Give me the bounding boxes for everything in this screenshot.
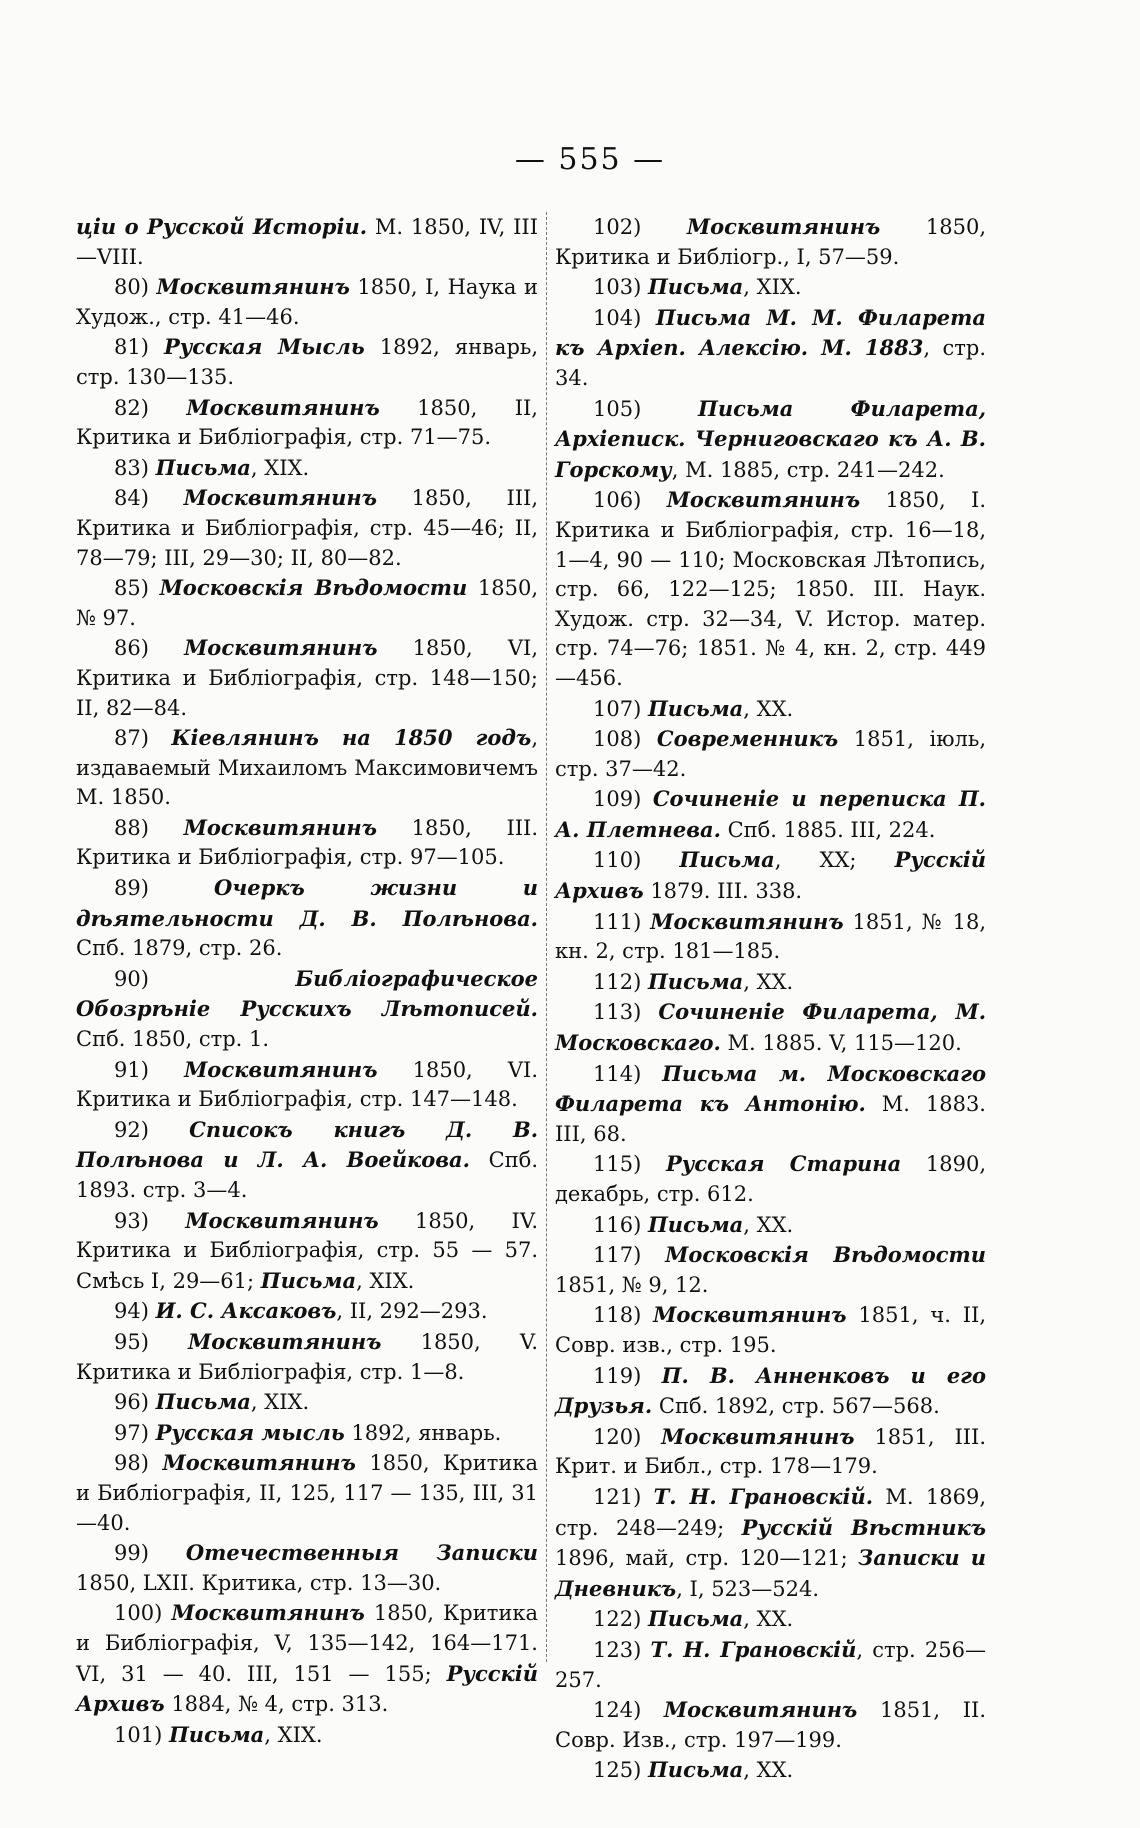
footnote-text: , XIX. <box>743 275 802 300</box>
footnote-text: , XX. <box>743 696 794 721</box>
footnote-text: 98) <box>114 1451 163 1476</box>
footnote-entry <box>76 212 538 272</box>
footnote-text: , XX. <box>743 1607 794 1632</box>
footnote-entry <box>76 393 538 453</box>
footnote-title: Списокъ книгъ Д. В. Полѣнова и Л. А. Воейкова. <box>76 1116 539 1173</box>
footnote-entry <box>555 1635 986 1695</box>
footnote-title: Москвитянинъ <box>650 908 844 934</box>
footnote-text: 1850, III. Критика и Библіографія, стр. 97—105. <box>76 815 539 870</box>
footnote-text: 80) <box>114 275 157 300</box>
footnote-text: 1851, II. Совр. Изв., стр. 197—199. <box>555 1698 986 1752</box>
footnote-entry <box>76 1448 538 1538</box>
footnote-title: Т. Н. Грановскій <box>650 1636 857 1662</box>
footnote-entry <box>76 453 538 484</box>
footnote-title: Письма <box>647 695 744 721</box>
footnote-title: Письма Филарета, Архіеписк. Черниговскаго къ А. В. Горскому <box>555 395 986 482</box>
footnote-entry <box>76 1418 538 1449</box>
footnote-text: 120) <box>593 1424 662 1449</box>
footnote-title: Московскія Вѣдомости <box>159 575 468 601</box>
footnote-entry <box>555 1059 986 1150</box>
footnote-title: Русская Мысль <box>163 334 365 360</box>
footnote-text: , стр. 34. <box>555 336 986 390</box>
footnote-text: 109) <box>593 787 653 812</box>
footnote-text: 82) <box>114 395 187 420</box>
footnote-title: Письма м. Московскаго Филарета къ Антонію. <box>555 1060 986 1117</box>
footnote-text: 1896, май, стр. 120—121; <box>555 1546 859 1571</box>
footnote-text: 125) <box>593 1758 648 1783</box>
footnote-text: 86) <box>114 636 185 661</box>
footnote-title: Москвитянинъ <box>661 1423 855 1449</box>
footnote-entry <box>76 1296 538 1327</box>
footnote-text: 97) <box>114 1420 156 1445</box>
column-divider <box>546 212 547 1662</box>
footnote-text: 1850, II, Критика и Библіографія, стр. 71—75. <box>76 395 538 450</box>
footnote-text: , XX; <box>774 848 895 873</box>
footnote-text: , XX. <box>743 1758 794 1783</box>
footnote-title: Письма <box>155 454 251 480</box>
footnote-text: 110) <box>593 848 680 873</box>
footnote-text: 87) <box>114 726 172 751</box>
footnote-text: 108) <box>593 727 657 752</box>
footnote-title: И. С. Аксаковъ <box>155 1298 337 1324</box>
footnote-entry <box>76 873 538 964</box>
footnote-title: Москвитянинъ <box>663 1697 858 1723</box>
footnote-text: 95) <box>114 1329 189 1354</box>
footnote-title: Письма <box>647 274 744 300</box>
footnote-text: , стр. 256—257. <box>555 1637 986 1692</box>
footnote-text: , XIX. <box>356 1268 415 1293</box>
footnote-text: , XIX. <box>250 455 310 480</box>
footnote-entry <box>76 1598 538 1719</box>
footnote-title: Русскій Архивъ <box>76 1660 538 1717</box>
footnote-text: 123) <box>593 1637 651 1662</box>
footnote-text: Спб. 1879, стр. 26. <box>76 936 283 961</box>
footnote-text: 94) <box>114 1299 156 1324</box>
footnote-title: Письма <box>155 1389 251 1415</box>
footnote-text: 1850, VI. Критика и Библіографія, стр. 147—148. <box>76 1057 539 1112</box>
footnote-entry <box>555 1604 986 1635</box>
footnote-title: Письма <box>679 847 775 873</box>
footnote-entry <box>555 1695 986 1755</box>
footnote-text: 1850, IV. Критика и Библіографія, стр. 55 — 57. Смѣсь I, 29—61; <box>76 1208 538 1293</box>
right-column <box>555 212 986 1786</box>
footnote-text: 1890, декабрь, стр. 612. <box>555 1152 987 1206</box>
footnote-entry <box>555 1210 986 1241</box>
footnote-text: , издаваемый Михаиломъ Максимовичемъ М. 1850. <box>76 726 538 810</box>
footnote-entry <box>555 212 986 272</box>
footnote-entry <box>76 573 538 633</box>
footnote-title: Русскій Вѣстникъ <box>741 1514 986 1540</box>
footnote-entry <box>76 1115 538 1206</box>
footnote-entry <box>76 1387 538 1418</box>
footnote-entry <box>555 784 986 845</box>
footnote-text: М. 1883. III, 68. <box>555 1092 986 1146</box>
footnote-title: Письма <box>647 1606 744 1632</box>
footnote-entry <box>76 1055 538 1115</box>
footnote-text: , XIX. <box>250 1390 310 1415</box>
footnote-text: 1850, Критика и Библіогр., I, 57—59. <box>555 215 986 269</box>
footnote-title: Москвитянинъ <box>188 1328 382 1354</box>
footnote-text: 104) <box>593 305 656 330</box>
footnote-text: 102) <box>593 215 687 239</box>
footnote-entry <box>555 1755 986 1786</box>
footnote-text: 112) <box>593 969 648 994</box>
footnote-entry <box>76 964 538 1055</box>
footnote-entry <box>555 845 986 906</box>
footnote-text: 1850, I, Наука и Худож., стр. 41—46. <box>76 275 538 329</box>
footnote-title: Отечественныя Записки <box>185 1540 538 1566</box>
footnote-text: 118) <box>593 1303 654 1328</box>
footnote-text: 88) <box>114 815 184 840</box>
footnote-entry <box>555 967 986 998</box>
footnote-title: Письма <box>647 1211 744 1237</box>
footnote-entry <box>555 1422 986 1482</box>
footnote-entry <box>555 485 986 693</box>
footnote-entry <box>555 1482 986 1604</box>
footnote-title: Очеркъ жизни и дѣятельности Д. В. Полѣнова. <box>76 875 538 931</box>
footnote-title: Москвитянинъ <box>156 274 350 300</box>
footnote-text: 1851, ч. II, Совр. изв., стр. 195. <box>555 1303 986 1357</box>
footnote-entry <box>555 303 986 394</box>
footnote-title: Письма <box>168 1721 265 1747</box>
footnote-text: 81) <box>114 335 164 360</box>
footnote-text: , XX. <box>743 1212 794 1237</box>
footnote-text: 100) <box>114 1601 172 1626</box>
footnote-entry <box>76 633 538 723</box>
footnote-title: Москвитянинъ <box>171 1600 365 1626</box>
footnote-entry <box>555 997 986 1058</box>
footnote-text: 96) <box>114 1390 156 1415</box>
footnote-text: 1892, январь, стр. 130—135. <box>76 335 538 389</box>
left-column <box>76 212 538 1750</box>
footnote-title: Московскія Вѣдомости <box>665 1242 986 1268</box>
footnote-text: 83) <box>114 455 156 480</box>
footnote-title: Письма <box>647 968 744 994</box>
footnote-text: 99) <box>114 1541 186 1566</box>
footnote-text: , I, 523—524. <box>676 1576 820 1601</box>
footnote-text: 1850, III, Критика и Библіографія, стр. 45—46; II, 78—79; III, 29—30; II, 80—82. <box>76 486 539 570</box>
footnote-title: Москвитянинъ <box>686 214 881 239</box>
footnote-title: Москвитянинъ <box>183 814 377 840</box>
footnote-text: 119) <box>593 1363 662 1388</box>
footnote-title: Кіевлянинъ на 1850 годъ <box>171 725 532 751</box>
footnote-text: 1850, LXII. Критика, стр. 13—30. <box>76 1570 442 1595</box>
footnote-title: Москвитянинъ <box>186 394 380 420</box>
footnote-title: Письма <box>647 1757 744 1783</box>
footnote-title: ціи о Русской Исторіи. <box>76 214 368 239</box>
footnote-title: Москвитянинъ <box>183 485 377 511</box>
footnote-text: 90) <box>114 966 296 991</box>
footnote-text: 89) <box>114 876 214 901</box>
footnote-text: 107) <box>593 696 648 721</box>
footnote-text: 121) <box>593 1484 654 1509</box>
footnote-text: , XX. <box>743 969 794 994</box>
footnote-text: Спб. 1893. стр. 3—4. <box>76 1148 538 1202</box>
footnote-text: 1851, III. Крит. и Библ., стр. 178—179. <box>555 1424 986 1479</box>
footnote-entry <box>555 724 986 784</box>
footnote-title: Москвитянинъ <box>184 635 378 661</box>
footnote-title: Русская Старина <box>665 1151 902 1177</box>
footnote-text: , XIX. <box>264 1722 323 1747</box>
footnote-title: Москвитянинъ <box>185 1207 379 1233</box>
footnote-title: Письма М. М. Филарета къ Архіеп. Алексію. М. 1883 <box>555 304 986 361</box>
footnote-title: Москвитянинъ <box>184 1056 378 1082</box>
footnote-text: 115) <box>593 1152 666 1177</box>
footnote-text: Спб. 1892, стр. 567—568. <box>652 1394 940 1419</box>
footnote-text: 1850, I. Критика и Библіографія, стр. 16—18, 1—4, 90 — 110; Московская Лѣтопись, стр. 66, 122—125; 1850. III. Наук. Худож. стр. 32—34, V. Истор. матер. стр. 74—76; 1851. № 4, кн. 2, стр. 449—456. <box>555 488 986 690</box>
footnote-text: 103) <box>593 275 648 300</box>
footnote-title: Современникъ <box>656 726 839 752</box>
footnote-entry <box>555 1240 986 1300</box>
footnote-title: Библіографическое Обозрѣніе Русскихъ Лѣтописей. <box>76 965 538 1022</box>
footnote-text: 1850, Критика и Библіографія, II, 125, 117 — 135, III, 31—40. <box>76 1451 538 1535</box>
footnote-text: 117) <box>593 1243 666 1268</box>
footnote-entry <box>76 1206 538 1297</box>
footnote-title: Русскій Архивъ <box>555 847 986 904</box>
footnote-text: 116) <box>593 1212 648 1237</box>
footnote-entry <box>555 694 986 725</box>
footnote-title: Москвитянинъ <box>653 1302 847 1328</box>
page-number: — 555 — <box>514 142 666 177</box>
footnote-entry <box>555 1300 986 1360</box>
footnote-entry <box>555 394 986 486</box>
footnote-text: М. 1885. V, 115—120. <box>720 1031 962 1056</box>
footnote-title: Русская мысль <box>155 1419 345 1445</box>
footnote-text: 84) <box>114 486 184 511</box>
footnote-entry <box>555 1149 986 1209</box>
footnote-text: 124) <box>593 1698 664 1723</box>
footnote-text: 1851, іюль, стр. 37—42. <box>555 727 987 781</box>
footnote-text: 101) <box>114 1722 169 1747</box>
footnote-text: 1850, V. Критика и Библіографія, стр. 1—8. <box>76 1329 538 1384</box>
footnote-text: 1851, № 18, кн. 2, стр. 181—185. <box>555 909 986 964</box>
footnote-entry <box>76 1327 538 1387</box>
footnote-text: 1850, VI, Критика и Библіографія, стр. 148—150; II, 82—84. <box>76 636 539 720</box>
footnote-title: Сочиненіе и переписка П. А. Плетнева. <box>555 786 986 842</box>
footnote-text: 93) <box>114 1208 186 1233</box>
footnote-text: 1850, Критика и Библіографія, V, 135—142, 164—171. VI, 31 — 40. III, 151 — 155; <box>76 1601 538 1686</box>
footnote-text: 111) <box>593 909 651 934</box>
footnote-text: 114) <box>593 1061 663 1086</box>
footnote-text: Спб. 1885. III, 224. <box>720 817 936 842</box>
footnote-text: 1850, № 97. <box>76 576 538 630</box>
footnote-text: 92) <box>114 1117 190 1142</box>
footnote-text: 1851, № 9, 12. <box>555 1272 709 1297</box>
footnote-title: Москвитянинъ <box>162 1450 356 1476</box>
footnote-text: 113) <box>593 1000 659 1025</box>
footnote-text: 106) <box>593 488 667 513</box>
footnote-text: 1884, № 4, стр. 313. <box>164 1692 389 1717</box>
footnote-entry <box>76 813 538 873</box>
footnote-title: Т. Н. Грановскій. <box>653 1483 874 1509</box>
footnote-entry <box>76 1720 538 1751</box>
footnote-title: Сочиненіе Филарета, М. Московскаго. <box>555 999 986 1056</box>
footnote-entry <box>76 272 538 332</box>
footnote-entry <box>555 272 986 303</box>
footnote-entry <box>555 907 986 967</box>
footnote-text: Спб. 1850, стр. 1. <box>76 1027 270 1052</box>
footnote-text: 91) <box>114 1057 185 1082</box>
footnote-text: 1892, январь. <box>344 1420 502 1445</box>
footnote-entry <box>555 1361 986 1422</box>
footnote-text: , II, 292—293. <box>336 1299 488 1324</box>
footnote-entry <box>76 332 538 392</box>
footnote-title: Москвитянинъ <box>666 487 861 513</box>
footnote-text: 122) <box>593 1607 648 1632</box>
footnote-text: 1879. III. 338. <box>643 879 803 904</box>
footnote-text: М. 1850, IV, III—VIII. <box>76 215 538 269</box>
footnote-entry <box>76 483 538 573</box>
footnote-title: П. В. Анненковъ и его Друзья. <box>555 1362 987 1419</box>
footnote-entry <box>76 1538 538 1598</box>
footnote-text: 105) <box>593 396 698 421</box>
footnote-title: Письма <box>260 1267 357 1293</box>
footnote-entry <box>76 723 538 813</box>
footnote-text: , М. 1885, стр. 241—242. <box>671 457 945 482</box>
footnote-text: М. 1869, стр. 248—249; <box>555 1484 986 1540</box>
footnote-title: Записки и Дневникъ <box>555 1545 986 1601</box>
footnote-text: 85) <box>114 576 160 601</box>
